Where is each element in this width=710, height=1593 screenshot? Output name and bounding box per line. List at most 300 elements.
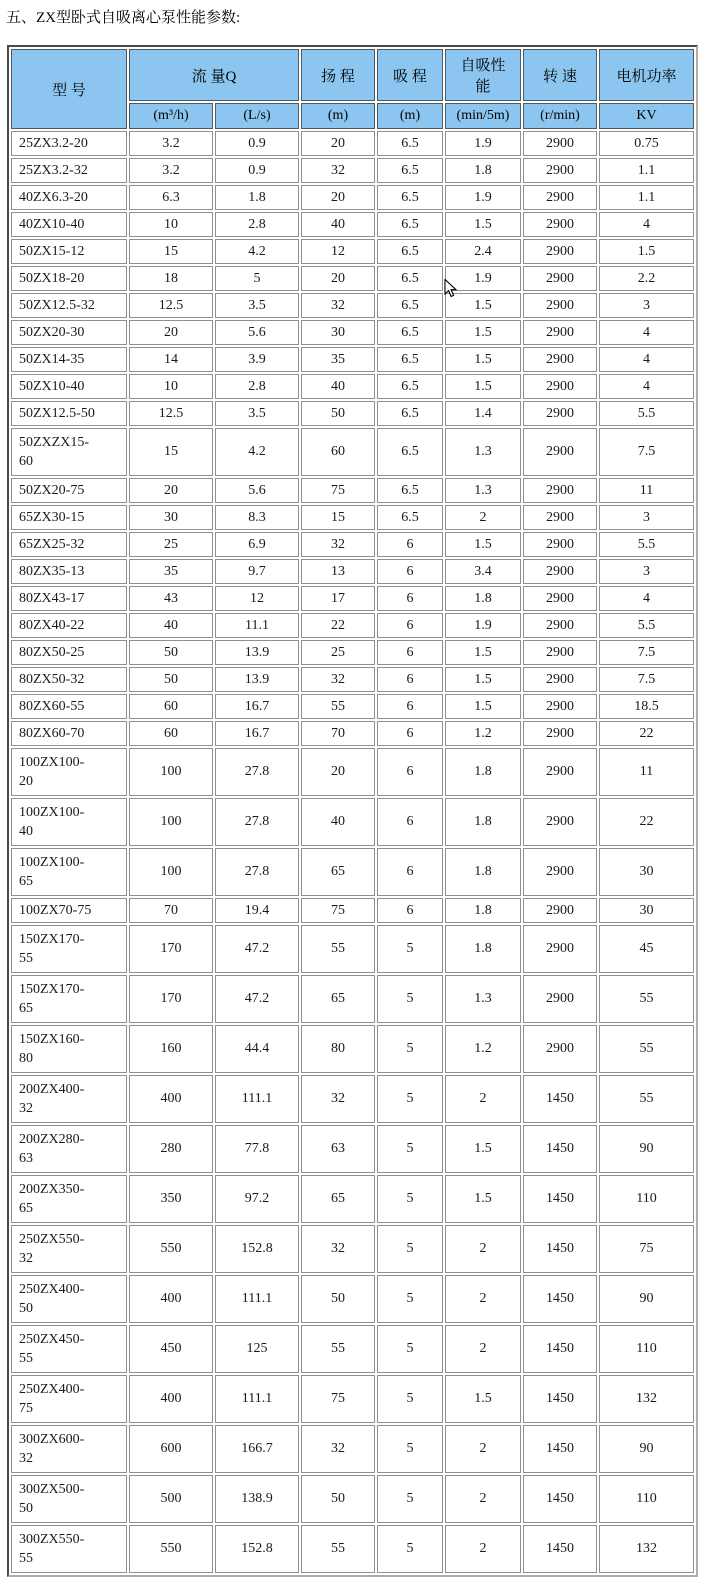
cell-speed: 2900 [523,1025,597,1073]
cell-self-priming: 1.5 [445,320,521,345]
cell-suction: 6 [377,559,443,584]
cell-power: 110 [599,1325,694,1373]
table-row [11,1375,694,1423]
cell-flow-ls: 152.8 [215,1225,299,1273]
cell-self-priming: 1.5 [445,347,521,372]
cell-suction: 6 [377,798,443,846]
table-row [11,1525,694,1573]
cell-self-priming: 2 [445,1075,521,1123]
cell-speed: 2900 [523,293,597,318]
cell-flow-m3h: 550 [129,1225,213,1273]
cell-flow-m3h: 450 [129,1325,213,1373]
cell-suction: 6 [377,586,443,611]
cell-suction: 5 [377,1425,443,1473]
cell-flow-ls: 5.6 [215,478,299,503]
cell-head: 70 [301,721,375,746]
col-header-speed: 转 速 [523,49,597,101]
cell-power: 55 [599,1025,694,1073]
col-header-model: 型 号 [11,49,127,129]
cell-flow-m3h: 6.3 [129,185,213,210]
table-row [11,848,694,896]
cell-head: 32 [301,293,375,318]
cell-speed: 1450 [523,1325,597,1373]
table-row [11,1175,694,1223]
cell-head: 55 [301,1325,375,1373]
cell-model: 100ZX70-75 [11,898,127,923]
cell-model: 300ZX500- 50 [11,1475,127,1523]
cell-self-priming: 2 [445,1425,521,1473]
cell-speed: 2900 [523,559,597,584]
cell-speed: 1450 [523,1525,597,1573]
cell-head: 40 [301,798,375,846]
cell-model: 200ZX400- 32 [11,1075,127,1123]
cell-self-priming: 1.5 [445,1125,521,1173]
cell-speed: 2900 [523,212,597,237]
cell-model: 25ZX3.2-20 [11,131,127,156]
cell-head: 12 [301,239,375,264]
cell-suction: 5 [377,1325,443,1373]
cell-self-priming: 1.8 [445,748,521,796]
cell-self-priming: 1.9 [445,131,521,156]
cell-model: 80ZX43-17 [11,586,127,611]
cell-suction: 5 [377,1175,443,1223]
cell-power: 3 [599,293,694,318]
cell-speed: 1450 [523,1225,597,1273]
cell-model: 100ZX100- 40 [11,798,127,846]
cell-suction: 5 [377,1225,443,1273]
table-row [11,158,694,183]
cell-speed: 1450 [523,1175,597,1223]
cell-suction: 6.5 [377,239,443,264]
cell-power: 75 [599,1225,694,1273]
cell-flow-m3h: 60 [129,721,213,746]
cell-power: 22 [599,798,694,846]
cell-model: 40ZX10-40 [11,212,127,237]
cell-model: 250ZX400- 50 [11,1275,127,1323]
cell-head: 20 [301,131,375,156]
cell-head: 20 [301,266,375,291]
cell-model: 250ZX400- 75 [11,1375,127,1423]
cell-self-priming: 1.5 [445,640,521,665]
cell-power: 90 [599,1275,694,1323]
cell-speed: 2900 [523,586,597,611]
table-row [11,185,694,210]
table-row [11,898,694,923]
cell-suction: 6.5 [377,266,443,291]
cell-flow-m3h: 160 [129,1025,213,1073]
cell-power: 1.1 [599,158,694,183]
cell-flow-m3h: 600 [129,1425,213,1473]
col-header-self-priming: 自吸性能 [445,49,521,101]
cell-model: 300ZX550- 55 [11,1525,127,1573]
cell-model: 65ZX25-32 [11,532,127,557]
cell-head: 75 [301,478,375,503]
cell-self-priming: 1.5 [445,1175,521,1223]
cell-model: 80ZX50-25 [11,640,127,665]
cell-suction: 6 [377,898,443,923]
cell-model: 200ZX350- 65 [11,1175,127,1223]
cell-self-priming: 1.2 [445,1025,521,1073]
table-row [11,586,694,611]
cell-flow-ls: 111.1 [215,1275,299,1323]
cell-self-priming: 1.5 [445,374,521,399]
cell-flow-ls: 27.8 [215,848,299,896]
cell-power: 132 [599,1525,694,1573]
cell-flow-m3h: 43 [129,586,213,611]
cell-speed: 2900 [523,798,597,846]
cell-model: 50ZX18-20 [11,266,127,291]
cell-power: 22 [599,721,694,746]
cell-head: 32 [301,158,375,183]
cell-flow-m3h: 14 [129,347,213,372]
cell-flow-ls: 1.8 [215,185,299,210]
table-row [11,1325,694,1373]
cell-power: 2.2 [599,266,694,291]
col-header-head: 扬 程 [301,49,375,101]
cell-speed: 1450 [523,1375,597,1423]
cell-power: 11 [599,478,694,503]
cell-self-priming: 2 [445,1325,521,1373]
cell-speed: 2900 [523,925,597,973]
cell-flow-ls: 27.8 [215,798,299,846]
table-row [11,694,694,719]
table-row [11,559,694,584]
cell-self-priming: 2 [445,505,521,530]
cell-self-priming: 2 [445,1225,521,1273]
cell-flow-m3h: 100 [129,748,213,796]
cell-flow-ls: 97.2 [215,1175,299,1223]
cell-suction: 5 [377,975,443,1023]
cell-power: 110 [599,1475,694,1523]
cell-speed: 2900 [523,640,597,665]
cell-flow-m3h: 550 [129,1525,213,1573]
cell-flow-ls: 2.8 [215,212,299,237]
cell-power: 1.1 [599,185,694,210]
cell-power: 5.5 [599,532,694,557]
cell-flow-m3h: 18 [129,266,213,291]
cell-speed: 1450 [523,1275,597,1323]
cell-flow-m3h: 10 [129,374,213,399]
cell-power: 18.5 [599,694,694,719]
cell-flow-m3h: 40 [129,613,213,638]
cell-speed: 2900 [523,613,597,638]
cell-model: 150ZX160- 80 [11,1025,127,1073]
cell-suction: 5 [377,1475,443,1523]
col-header-suction-unit: (m) [377,103,443,129]
table-row [11,266,694,291]
table-row [11,1225,694,1273]
table-header [11,49,694,129]
cell-suction: 5 [377,1125,443,1173]
cell-suction: 5 [377,1025,443,1073]
cell-suction: 6.5 [377,158,443,183]
cell-speed: 2900 [523,505,597,530]
col-header-flow-m3h-unit: (m³/h) [129,103,213,129]
cell-flow-ls: 47.2 [215,925,299,973]
cell-self-priming: 2 [445,1275,521,1323]
cell-speed: 2900 [523,848,597,896]
cell-speed: 2900 [523,347,597,372]
cell-head: 13 [301,559,375,584]
table-row [11,1425,694,1473]
cell-flow-ls: 13.9 [215,667,299,692]
cell-flow-m3h: 15 [129,239,213,264]
cell-self-priming: 3.4 [445,559,521,584]
cell-head: 60 [301,428,375,476]
cell-flow-m3h: 170 [129,925,213,973]
cell-speed: 2900 [523,428,597,476]
cell-flow-ls: 13.9 [215,640,299,665]
cell-self-priming: 1.5 [445,1375,521,1423]
cell-flow-ls: 166.7 [215,1425,299,1473]
cell-model: 50ZX12.5-50 [11,401,127,426]
cell-flow-m3h: 100 [129,798,213,846]
cell-power: 11 [599,748,694,796]
cell-speed: 2900 [523,667,597,692]
cell-self-priming: 1.8 [445,925,521,973]
cell-self-priming: 1.8 [445,798,521,846]
table-row [11,401,694,426]
cell-suction: 5 [377,1375,443,1423]
cell-head: 63 [301,1125,375,1173]
cell-flow-m3h: 12.5 [129,293,213,318]
cell-model: 150ZX170- 65 [11,975,127,1023]
cell-flow-m3h: 100 [129,848,213,896]
col-header-suction: 吸 程 [377,49,443,101]
cell-power: 0.75 [599,131,694,156]
table-row [11,1275,694,1323]
cell-flow-ls: 125 [215,1325,299,1373]
cell-flow-m3h: 50 [129,640,213,665]
cell-model: 50ZX15-12 [11,239,127,264]
cell-speed: 2900 [523,266,597,291]
cell-power: 1.5 [599,239,694,264]
cell-flow-ls: 111.1 [215,1375,299,1423]
cell-power: 5.5 [599,401,694,426]
cell-flow-ls: 3.5 [215,293,299,318]
table-row [11,1025,694,1073]
cell-self-priming: 2 [445,1525,521,1573]
cell-model: 80ZX60-55 [11,694,127,719]
cell-self-priming: 1.5 [445,667,521,692]
cell-self-priming: 1.9 [445,185,521,210]
cell-flow-m3h: 350 [129,1175,213,1223]
cell-model: 100ZX100- 20 [11,748,127,796]
cell-self-priming: 1.5 [445,532,521,557]
cell-flow-m3h: 30 [129,505,213,530]
cell-head: 25 [301,640,375,665]
cell-flow-ls: 16.7 [215,694,299,719]
cell-head: 32 [301,1225,375,1273]
table-row [11,532,694,557]
cell-power: 3 [599,559,694,584]
cell-suction: 6.5 [377,428,443,476]
table-row [11,1125,694,1173]
col-header-flow: 流 量Q [129,49,299,101]
cell-flow-ls: 0.9 [215,158,299,183]
cell-suction: 6 [377,532,443,557]
cell-flow-ls: 152.8 [215,1525,299,1573]
cell-flow-m3h: 280 [129,1125,213,1173]
table-row [11,428,694,476]
cell-model: 25ZX3.2-32 [11,158,127,183]
cell-self-priming: 1.5 [445,293,521,318]
cell-self-priming: 1.3 [445,478,521,503]
cell-speed: 2900 [523,975,597,1023]
cell-head: 32 [301,1075,375,1123]
cell-speed: 2900 [523,158,597,183]
cell-speed: 2900 [523,694,597,719]
cell-speed: 2900 [523,721,597,746]
cell-head: 80 [301,1025,375,1073]
cell-speed: 2900 [523,478,597,503]
table-row [11,347,694,372]
cell-flow-ls: 3.5 [215,401,299,426]
table-row [11,640,694,665]
cell-power: 132 [599,1375,694,1423]
cell-speed: 1450 [523,1125,597,1173]
cell-flow-ls: 27.8 [215,748,299,796]
cell-head: 40 [301,212,375,237]
cell-suction: 6.5 [377,293,443,318]
cell-suction: 6 [377,748,443,796]
table-row [11,478,694,503]
cell-speed: 2900 [523,320,597,345]
cell-head: 75 [301,898,375,923]
cell-flow-m3h: 170 [129,975,213,1023]
cell-head: 55 [301,694,375,719]
cell-model: 100ZX100- 65 [11,848,127,896]
cell-suction: 6.5 [377,401,443,426]
cell-power: 55 [599,1075,694,1123]
cell-head: 75 [301,1375,375,1423]
cell-head: 22 [301,613,375,638]
col-header-self-priming-unit: (min/5m) [445,103,521,129]
table-row [11,748,694,796]
cell-model: 50ZX12.5-32 [11,293,127,318]
cell-model: 40ZX6.3-20 [11,185,127,210]
cell-flow-m3h: 12.5 [129,401,213,426]
cell-self-priming: 1.9 [445,266,521,291]
cell-self-priming: 1.9 [445,613,521,638]
cell-head: 20 [301,185,375,210]
table-body [11,131,694,1573]
cell-self-priming: 1.8 [445,586,521,611]
cell-flow-m3h: 50 [129,667,213,692]
cell-suction: 6 [377,640,443,665]
cell-flow-ls: 8.3 [215,505,299,530]
table-row [11,131,694,156]
cell-power: 4 [599,347,694,372]
cell-head: 15 [301,505,375,530]
cell-self-priming: 1.5 [445,694,521,719]
cell-head: 55 [301,1525,375,1573]
cell-speed: 2900 [523,748,597,796]
cell-self-priming: 1.8 [445,158,521,183]
cell-flow-m3h: 15 [129,428,213,476]
cell-speed: 2900 [523,898,597,923]
cell-flow-ls: 19.4 [215,898,299,923]
cell-model: 50ZX20-75 [11,478,127,503]
cell-flow-m3h: 10 [129,212,213,237]
cell-speed: 2900 [523,131,597,156]
cell-head: 65 [301,848,375,896]
cell-model: 50ZX20-30 [11,320,127,345]
cell-model: 65ZX30-15 [11,505,127,530]
cell-power: 45 [599,925,694,973]
cell-model: 200ZX280- 63 [11,1125,127,1173]
cell-flow-m3h: 60 [129,694,213,719]
cell-suction: 6 [377,848,443,896]
pump-performance-table [7,45,698,1577]
cell-flow-ls: 0.9 [215,131,299,156]
cell-head: 55 [301,925,375,973]
col-header-power-unit: KV [599,103,694,129]
cell-head: 50 [301,1275,375,1323]
cell-head: 65 [301,1175,375,1223]
cell-suction: 6 [377,694,443,719]
cell-flow-m3h: 35 [129,559,213,584]
cell-speed: 1450 [523,1425,597,1473]
cell-power: 7.5 [599,667,694,692]
cell-power: 4 [599,212,694,237]
cell-suction: 6 [377,667,443,692]
cell-model: 250ZX450- 55 [11,1325,127,1373]
cell-flow-m3h: 70 [129,898,213,923]
cell-speed: 2900 [523,239,597,264]
cell-suction: 6.5 [377,505,443,530]
cell-head: 32 [301,532,375,557]
cell-flow-ls: 47.2 [215,975,299,1023]
cell-self-priming: 1.3 [445,428,521,476]
cell-flow-ls: 2.8 [215,374,299,399]
col-header-power: 电机功率 [599,49,694,101]
cell-power: 30 [599,898,694,923]
cell-flow-m3h: 400 [129,1375,213,1423]
cell-model: 80ZX40-22 [11,613,127,638]
col-header-head-unit: (m) [301,103,375,129]
cell-self-priming: 2.4 [445,239,521,264]
cell-head: 50 [301,401,375,426]
cell-self-priming: 1.5 [445,212,521,237]
cell-flow-ls: 12 [215,586,299,611]
cell-suction: 6.5 [377,347,443,372]
cell-suction: 5 [377,1275,443,1323]
cell-model: 150ZX170- 55 [11,925,127,973]
cell-self-priming: 1.8 [445,848,521,896]
table-row [11,374,694,399]
cell-flow-ls: 11.1 [215,613,299,638]
cell-head: 20 [301,748,375,796]
cell-model: 50ZX14-35 [11,347,127,372]
cell-power: 4 [599,320,694,345]
cell-suction: 6.5 [377,320,443,345]
table-row [11,293,694,318]
cell-power: 4 [599,374,694,399]
table-row [11,975,694,1023]
col-header-speed-unit: (r/min) [523,103,597,129]
cell-flow-ls: 44.4 [215,1025,299,1073]
cell-flow-m3h: 500 [129,1475,213,1523]
table-row [11,505,694,530]
cell-speed: 2900 [523,401,597,426]
cell-suction: 6 [377,721,443,746]
cell-head: 30 [301,320,375,345]
cell-suction: 6.5 [377,212,443,237]
cell-power: 30 [599,848,694,896]
cell-model: 80ZX60-70 [11,721,127,746]
cell-suction: 6.5 [377,374,443,399]
